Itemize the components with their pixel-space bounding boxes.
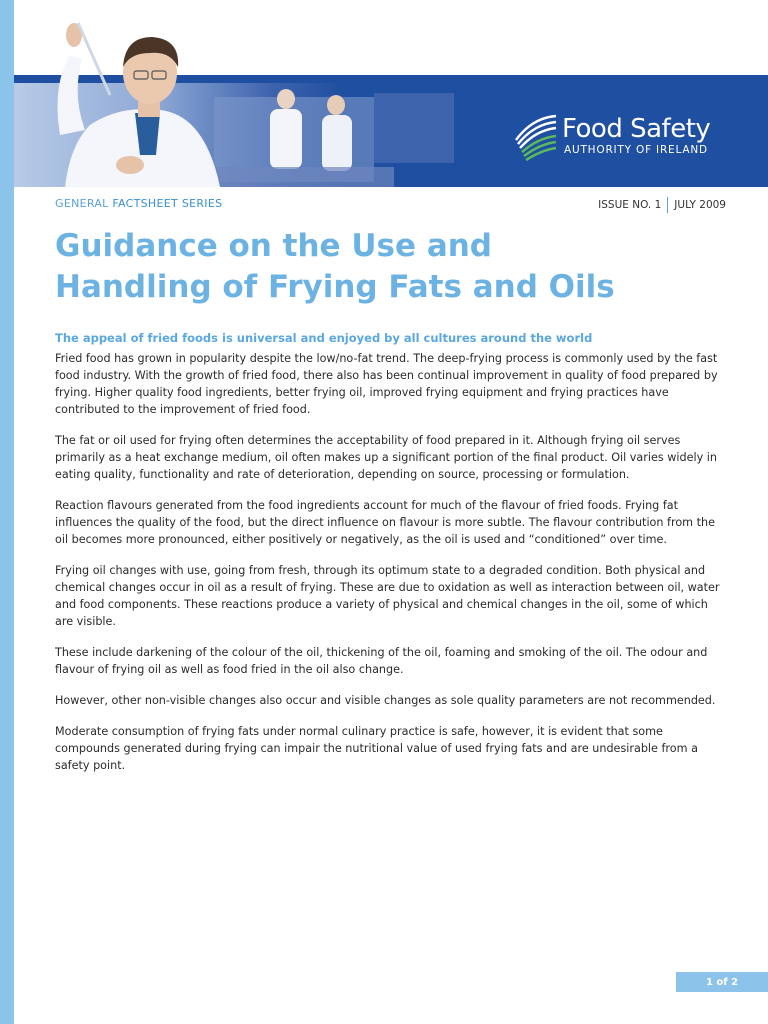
paragraph: Fried food has grown in popularity despite the low/no-fat trend. The deep-frying process is commonly used by the fast food industry. With the growth of fried food, there also has been continual improvement in quality of food prepared by frying. Higher quality food ingredients, better frying oil, improved frying equipment and frying practices have contributed to the improvement of fried food. xyxy=(55,352,718,416)
paragraph: Moderate consumption of frying fats under normal culinary practice is safe, however, it is evident that some compounds generated during frying can impair the nutritional value of used frying fats and are undesirable from a safety point. xyxy=(55,725,698,772)
series-prefix: GENERAL xyxy=(55,197,109,210)
scientist-photo xyxy=(30,15,230,187)
fsai-logo[interactable] xyxy=(512,110,742,166)
page-title xyxy=(55,226,735,308)
body-text xyxy=(55,350,727,788)
title-line-1: Guidance on the Use and xyxy=(55,228,492,264)
logo-title: Food Safety xyxy=(562,114,711,144)
logo-mark-icon xyxy=(512,110,560,162)
paragraph: These include darkening of the colour of the oil, thickening of the oil, foaming and smoking of the oil. The odour and flavour of frying oil as well as food fried in the oil also change. xyxy=(55,646,708,676)
issue-number: ISSUE NO. 1 xyxy=(598,199,662,211)
paragraph: However, other non-visible changes also occur and visible changes as sole quality parameters are not recommended. xyxy=(55,694,716,707)
section-subtitle: The appeal of fried foods is universal and enjoyed by all cultures around the world xyxy=(55,331,593,345)
series-label xyxy=(55,197,222,210)
title-line-2: Handling of Frying Fats and Oils xyxy=(55,269,615,305)
page-number: 1 of 2 xyxy=(676,972,768,992)
series-name: FACTSHEET SERIES xyxy=(112,197,223,210)
paragraph: Frying oil changes with use, going from fresh, through its optimum state to a degraded condition. Both physical and chemical changes occur in oil as a result of frying. These are due to oxidation as well as interaction between oil, water and food components. These reactions produce a variety of physical and chemical changes in the oil, some of which are visible. xyxy=(55,564,720,628)
paragraph: Reaction flavours generated from the food ingredients account for much of the flavour of fried foods. Frying fat influences the quality of the food, but the direct influence on flavour is more subtle. The flavour contribution from the oil becomes more pronounced, either positively or negatively, as the oil is used and “conditioned” over time. xyxy=(55,499,715,546)
issue-info xyxy=(598,197,726,213)
left-accent-stripe xyxy=(0,0,14,1024)
issue-date: JULY 2009 xyxy=(674,199,726,211)
issue-separator xyxy=(667,197,668,213)
paragraph: The fat or oil used for frying often determines the acceptability of food prepared in it. Although frying oil serves primarily as a heat exchange medium, oil often makes up a significant portion of the final product. Oil varies widely in eating quality, functionality and rate of deterioration, depending on source, processing or formulation. xyxy=(55,434,717,481)
banner-corner xyxy=(470,75,490,85)
logo-subtitle: AUTHORITY OF IRELAND xyxy=(564,144,708,156)
